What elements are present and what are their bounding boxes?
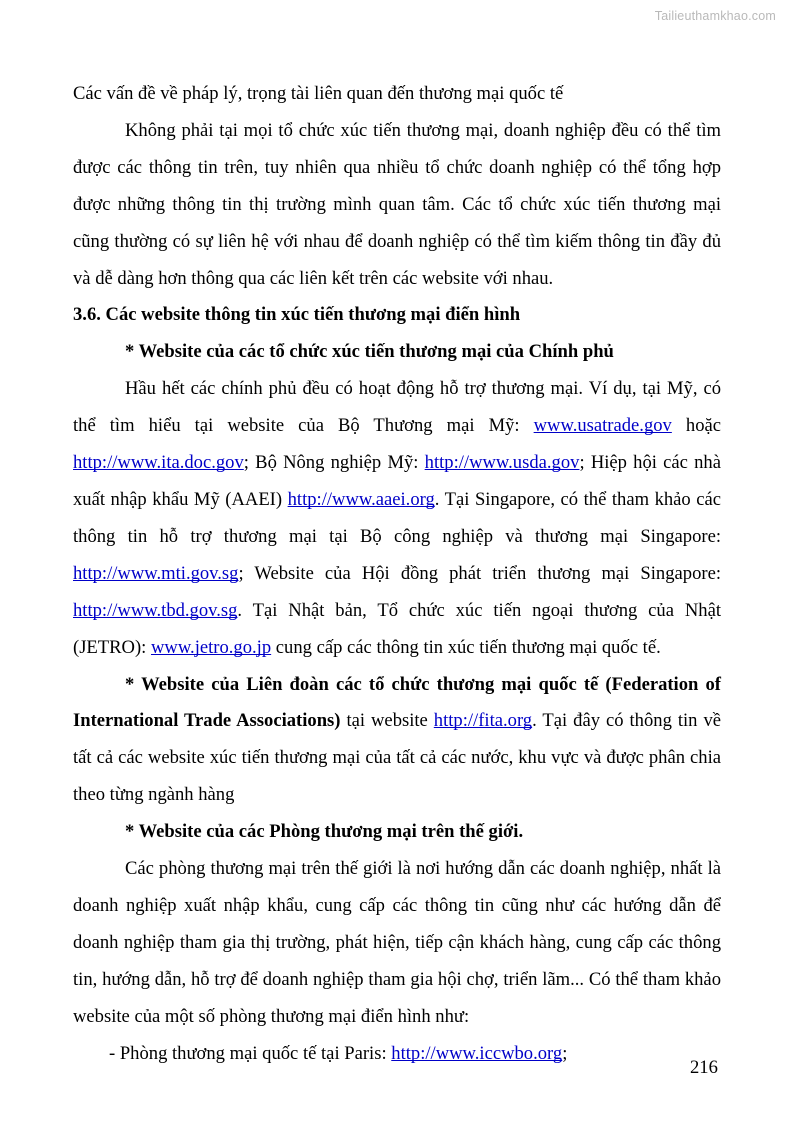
text-run: ; Website của Hội đồng phát triển thương mại Singapore: — [238, 562, 721, 584]
paragraph-government-websites — [73, 371, 721, 666]
link-mti-singapore[interactable]: http://www.mti.gov.sg — [73, 562, 239, 584]
link-aaei[interactable]: http://www.aaei.org — [287, 488, 435, 510]
watermark: Tailieuthamkhao.com — [654, 9, 776, 23]
text-run: - Phòng thương mại quốc tế tại Paris: — [109, 1042, 392, 1064]
document-body — [73, 76, 721, 1072]
page-number: 216 — [690, 1057, 718, 1078]
text-run: Hầu hết các chính phủ đều có hoạt động hỗ trợ thương mại. Ví dụ, tại Mỹ, có thể tìm hiểu tại website của Bộ Thương mại Mỹ: — [73, 378, 721, 437]
text-run: . Tại đây có thông tin về tất cả các website xúc tiến thương mại của tất cả các nước, khu vực và được phân chia theo từng ngành hàng — [73, 710, 721, 806]
link-tbd-singapore[interactable]: http://www.tbd.gov.sg — [73, 599, 238, 621]
text-run: . Tại Singapore, có thể tham khảo các thông tin hỗ trợ thương mại tại Bộ công nghiệp và thương mại Singapore: — [73, 488, 722, 547]
text-run: ; Hiệp hội các nhà xuất nhập khẩu Mỹ (AAEI) — [73, 452, 721, 510]
paragraph-intro-line: Các vấn đề về pháp lý, trọng tài liên quan đến thương mại quốc tế — [73, 83, 564, 104]
heading-section-3-6: 3.6. Các website thông tin xúc tiến thương mại điển hình — [73, 304, 521, 326]
paragraph-fita — [73, 667, 721, 815]
paragraph-promotion-orgs: Không phải tại mọi tổ chức xúc tiến thương mại, doanh nghiệp đều có thể tìm được các thông tin trên, tuy nhiên qua nhiều tổ chức doanh nghiệp có thể tổng hợp được những thông tin thị trường mình quan tâm. Các tổ chức xúc tiến thương mại cũng thường có sự liên hệ với nhau để doanh nghiệp có thể tìm kiếm thông tin đầy đủ và dễ dàng hơn thông qua các liên kết trên các website với nhau. — [73, 119, 721, 289]
text-run: . Tại Nhật bản, Tổ chức xúc tiến ngoại thương của Nhật (JETRO): — [73, 599, 721, 658]
list-item-paris-chamber — [73, 1036, 721, 1073]
link-usatrade[interactable]: www.usatrade.gov — [533, 415, 672, 437]
text-run: ; — [562, 1042, 568, 1064]
paragraph-chambers-of-commerce: Các phòng thương mại trên thế giới là nơi hướng dẫn các doanh nghiệp, nhất là doanh nghiệp xuất nhập khẩu, cung cấp các thông tin cũng như các hướng dẫn để doanh nghiệp tham gia thị trường, phát hiện, tiếp cận khách hàng, cung cấp các thông tin, hướng dẫn, hỗ trợ để doanh nghiệp tham gia hội chợ, triển lãm... Có thể tham khảo website của một số phòng thương mại điển hình như: — [73, 858, 721, 1027]
text-run: cung cấp các thông tin xúc tiến thương mại quốc tế. — [271, 636, 661, 658]
link-jetro[interactable]: www.jetro.go.jp — [150, 636, 272, 658]
text-run-bold: * Website của Liên đoàn các tổ chức thương mại quốc tế (Federation of International Trade Associations) — [73, 673, 721, 732]
text-run: ; Bộ Nông nghiệp Mỹ: — [243, 452, 425, 474]
subheading-chambers-of-commerce: * Website của các Phòng thương mại trên thế giới. — [125, 821, 524, 843]
link-usda[interactable]: http://www.usda.gov — [424, 452, 580, 474]
link-fita[interactable]: http://fita.org — [433, 710, 533, 732]
text-run: tại website — [340, 710, 434, 732]
subheading-government-websites: * Website của các tổ chức xúc tiến thương mại của Chính phủ — [125, 341, 614, 363]
text-run: hoặc — [671, 415, 721, 437]
link-iccwbo[interactable]: http://www.iccwbo.org — [391, 1042, 563, 1064]
link-ita-doc[interactable]: http://www.ita.doc.gov — [73, 452, 244, 474]
